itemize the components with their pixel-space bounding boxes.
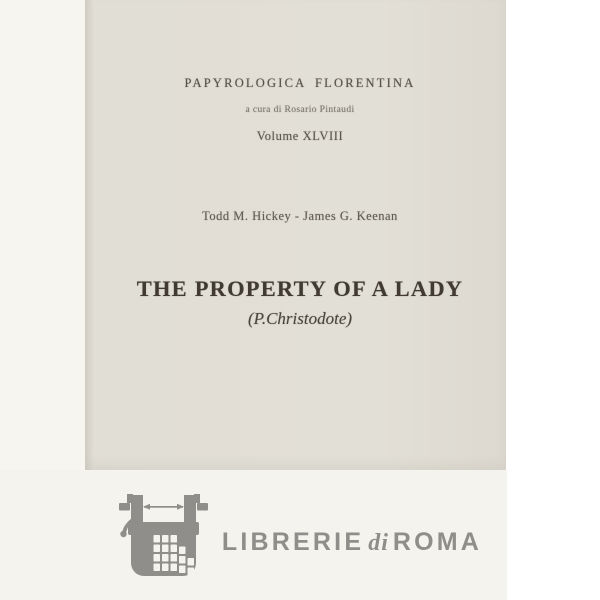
series-title: PAPYROLOGICA FLORENTINA	[184, 76, 416, 90]
bookstore-name-librerie: LIBRERIE	[221, 527, 365, 556]
bookstore-name-roma: ROMA	[392, 527, 483, 556]
bookstore-logo	[0, 470, 600, 600]
book-title: THE PROPERTY OF A LADY	[136, 276, 464, 301]
bookstore-name	[222, 528, 482, 557]
typewriter-icon	[118, 491, 209, 579]
authors-line: Todd M. Hickey - James G. Keenan	[202, 209, 398, 223]
bookstore-name-di: di	[368, 529, 389, 556]
book-subtitle: (P.Christodote)	[247, 309, 353, 328]
volume-number: Volume XLVIII	[256, 129, 344, 143]
series-editor-line: a cura di Rosario Pintaudi	[245, 105, 355, 115]
